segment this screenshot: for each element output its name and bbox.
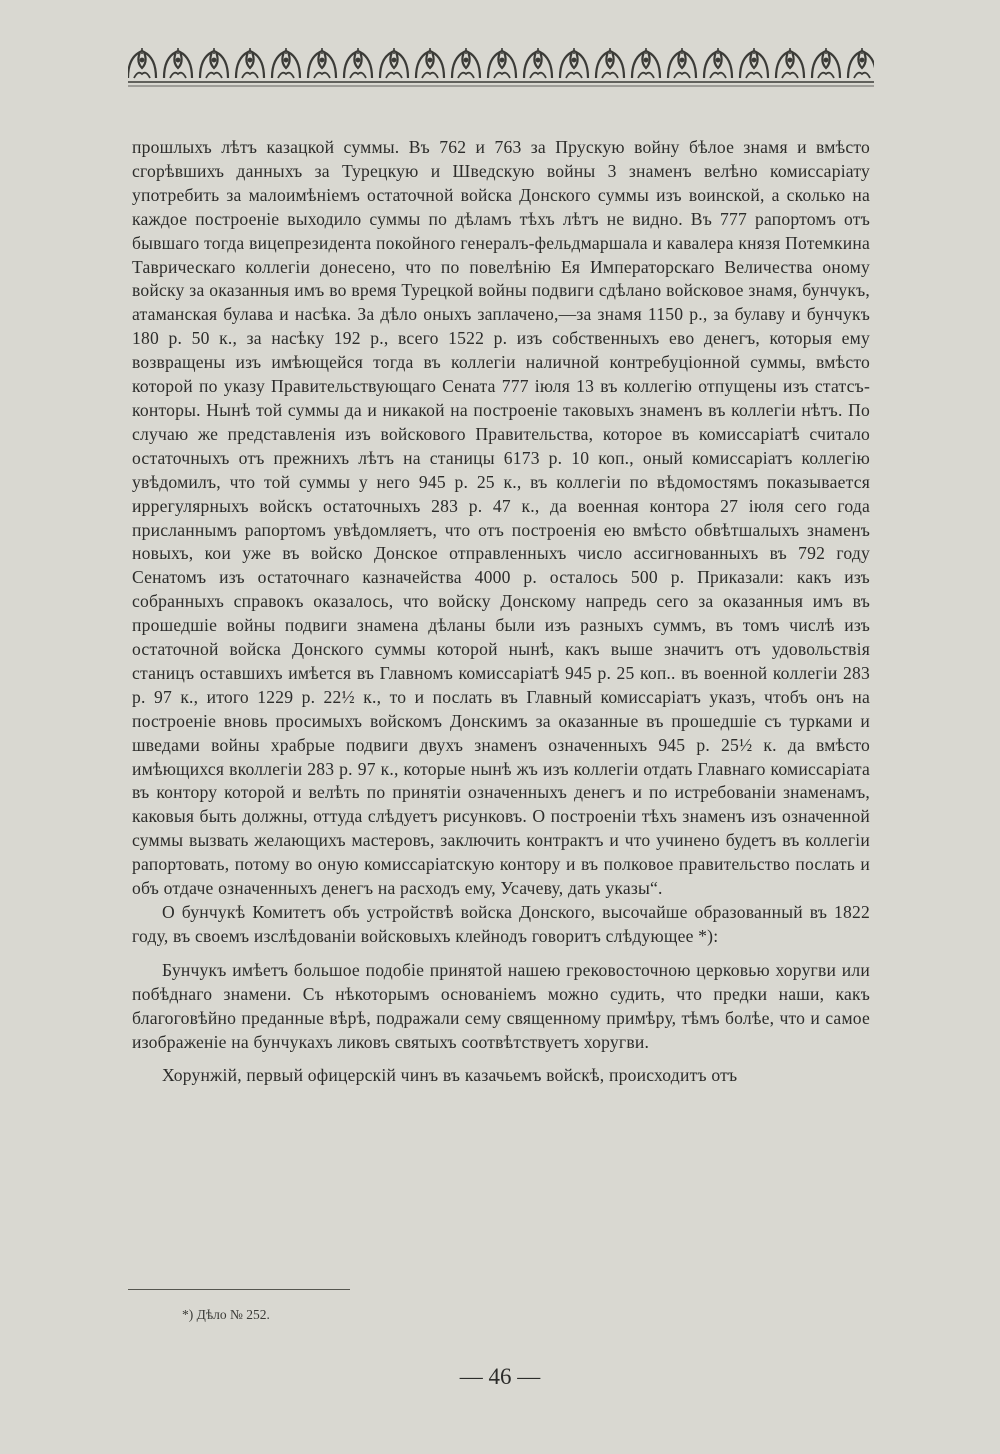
footnote-divider	[128, 1289, 350, 1290]
ornament-motif	[416, 48, 444, 78]
ornament-motif	[668, 48, 696, 78]
ornament-motif	[164, 48, 192, 78]
paragraph: О бунчукѣ Комитетъ объ устройствѣ войска Донского, высочайше образованный въ 1822 году, въ своемъ изслѣдованіи войсковыхъ клейнодъ говоритъ слѣдующее *):	[132, 902, 870, 946]
body-text	[132, 136, 870, 1088]
ornament-motif	[560, 48, 588, 78]
paragraph: прошлыхъ лѣтъ казацкой суммы. Въ 762 и 763 за Прускую войну бѣлое знамя и вмѣсто сгорѣвшихъ данныхъ за Турецкую и Шведскую войны 3 знаменъ велѣно комиссаріату употребить за малоимѣніемъ остаточной войска Донского суммы изъ воинской, а сколько на каждое построеніе выходило суммы по дѣламъ тѣхъ лѣтъ не видно. Въ 777 рапортомъ отъ бывшаго тогда вицепрезидента покойного генералъ-фельдмаршала и кавалера князя Потемкина Таврическаго коллегіи донесено, что по повелѣнію Ея Императорскаго Величества оному войску за оказанныя имъ во время Турецкой войны подвиги сдѣлано войсковое знамя, бунчукъ, атаманская булава и насѣка. За дѣло оныхъ заплачено,—за знамя 1150 р., за булаву и бунчукъ 180 р. 50 к., за насѣку 192 р., всего 1522 р. изъ собственныхъ ево денегъ, которыя ему возвращены изъ имѣющейся тогда въ коллегіи наличной контребуціонной суммы, вмѣсто которой по указу Правительствующаго Сената 777 іюля 13 въ коллегію отпущены изъ статсъ-конторы. Нынѣ той суммы да и никакой на построеніе таковыхъ знаменъ въ коллегіи нѣтъ. По случаю же представленія изъ войскового Правительства, которое въ комиссаріатѣ считало остаточныхъ отъ прежнихъ лѣтъ на станицы 6173 р. 10 коп., оный комиссаріатъ коллегію увѣдомилъ, что той суммы у него 945 р. 25 к., въ коллегіи по вѣдомостямъ показывается иррегулярныхъ войскъ остаточныхъ 283 р. 47 к., да военная контора 27 іюля сего года присланнымъ рапортомъ увѣдомляетъ, что отъ построенія ею вмѣсто обвѣтшалыхъ знаменъ новыхъ, кои уже въ войско Донское отправленныхъ число ассигнованныхъ въ 792 году Сенатомъ изъ остаточнаго казначейства 4000 р. осталось 500 р. Приказали: какъ изъ собранныхъ справокъ оказалось, что войску Донскому напредь сего за оказанныя имъ въ прошедшіе войны подвиги знамена дѣланы были изъ разныхъ суммъ, въ томъ числѣ изъ остаточной войска Донского суммы которой нынѣ, какъ выше значитъ отъ удовольствія станицъ оставшихъ имѣется въ Главномъ комиссаріатѣ 945 р. 25 коп.. въ военной коллегіи 283 р. 97 к., итого 1229 р. 22½ к., то и послать въ Главный комиссаріатъ указъ, чтобъ онъ на построеніе вновь просимыхъ войскомъ Донскимъ за оказанные въ прошедшіе съ турками и шведами войны храбрые подвиги двухъ знаменъ означенныхъ 945 р. 25½ к. да вмѣсто имѣющихся вколлегіи 283 р. 97 к., которые нынѣ жъ изъ коллегіи отдать Главнаго комиссаріата въ контору которой и велѣть по принятіи означенныхъ денегъ и по истребованіи знаменамъ, каковыя быть должны, оттуда слѣдуетъ рисунковъ. О построеніи тѣхъ знаменъ изъ означенной суммы вызвать желающихъ мастеровъ, заключить контрактъ и что учинено будетъ въ коллегіи рапортовать, потому во оную комиссаріатскую контору и въ полковое правительство послать и объ отдаче означенныхъ денегъ на расходъ ему, Усачеву, дать указы“.	[132, 137, 870, 899]
ornament-motif	[344, 48, 372, 78]
ornament-motif	[380, 48, 408, 78]
decorative-header-ornament	[128, 44, 874, 88]
ornament-motif	[236, 48, 264, 78]
ornament-motif	[776, 48, 804, 78]
ornament-motif	[848, 48, 874, 78]
ornament-motif	[704, 48, 732, 78]
paragraph: Хорунжій, первый офицерскій чинъ въ казачьемъ войскѣ, происходитъ отъ	[162, 1065, 738, 1086]
ornament-motif	[596, 48, 624, 78]
footnote: *) Дѣло № 252.	[182, 1307, 270, 1322]
ornament-motif	[740, 48, 768, 78]
ornament-motif	[488, 48, 516, 78]
ornament-motif	[452, 48, 480, 78]
ornament-motif	[272, 48, 300, 78]
paragraph: Бунчукъ имѣетъ большое подобіе принятой нашею грековосточною церковью хоругви или побѣднаго знамени. Съ нѣкоторымъ основаніемъ можно судить, что предки наши, какъ благоговѣйно преданные вѣрѣ, подражали сему священному примѣру, тѣмъ болѣе, что и самое изображеніе на бунчукахъ ликовъ святыхъ соотвѣтствуетъ хоругви.	[132, 959, 870, 1052]
ornament-motif	[524, 48, 552, 78]
page-number: — 46 —	[459, 1364, 541, 1389]
ornament-motif	[128, 48, 156, 78]
ornament-motif	[308, 48, 336, 78]
ornament-motif	[812, 48, 840, 78]
ornament-motif	[200, 48, 228, 78]
ornament-motif	[632, 48, 660, 78]
